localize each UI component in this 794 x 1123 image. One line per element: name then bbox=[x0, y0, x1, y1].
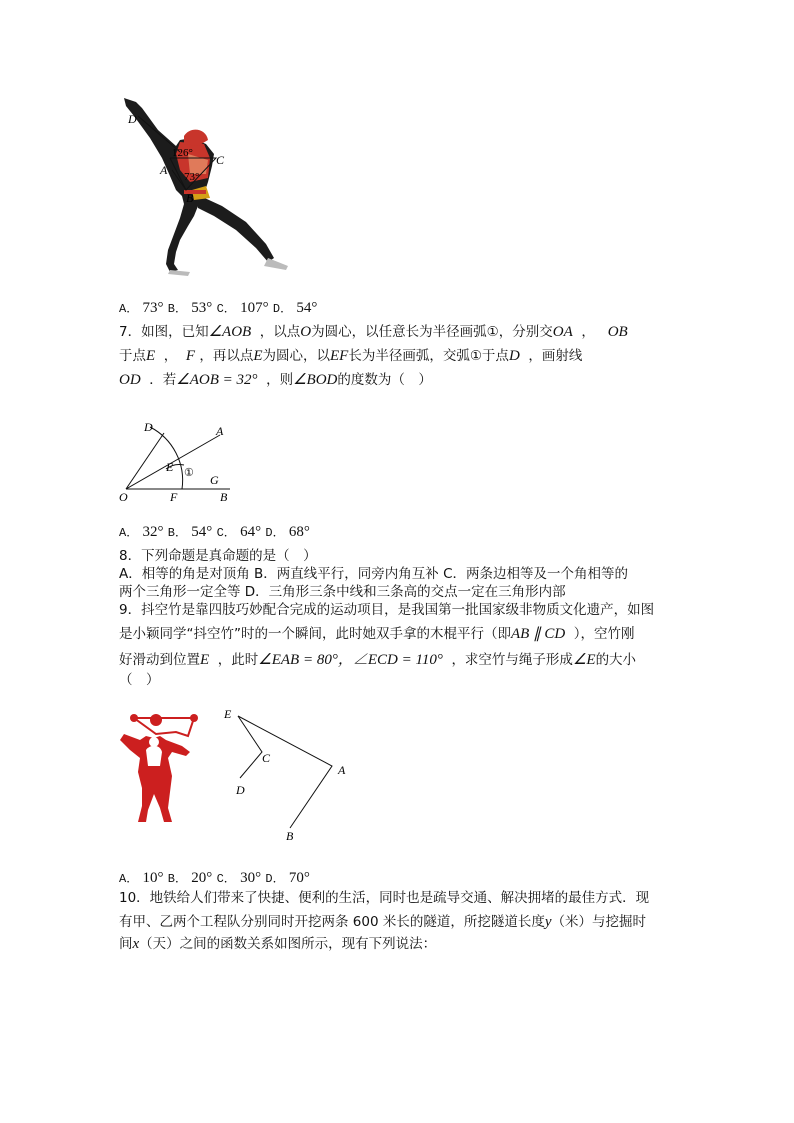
q9-line1: 9．抖空竹是靠四肢巧妙配合完成的运动项目，是我国第一批国家级非物质文化遗产，如图 bbox=[119, 602, 655, 618]
q10-line1: 10．地铁给人们带来了快捷、便利的生活，同时也是疏导交通、解决拥堵的最佳方式．现 bbox=[119, 890, 650, 906]
q8-options-line1: A．相等的角是对顶角 B．两直线平行，同旁内角互补 C．两条边相等及一个角相等的 bbox=[119, 566, 629, 582]
fig7-label-circle-1: ① bbox=[184, 467, 194, 479]
label-D: D bbox=[128, 112, 137, 126]
fig9-label-C: C bbox=[262, 751, 271, 765]
q7-line3: OD ．若∠AOB = 32° ，则∠BOD的度数为（ ） bbox=[119, 372, 432, 388]
angle-construction-figure bbox=[116, 415, 236, 503]
parallel-lines-figure bbox=[220, 702, 360, 842]
fig7-label-B: B bbox=[220, 490, 228, 503]
q8-stem: 8．下列命题是真命题的是（ ） bbox=[119, 548, 317, 564]
q6-options: A． 73° B． 53° C． 107° D． 54° bbox=[119, 300, 318, 316]
fig9-label-A: A bbox=[338, 763, 346, 777]
fig7-label-A: A bbox=[216, 424, 224, 438]
q9-line4: （ ） bbox=[119, 672, 160, 688]
q9-line3: 好滑动到位置E ，此时∠EAB = 80°，∠ECD = 110° ，求空竹与绳子形成∠E的大小 bbox=[119, 652, 637, 668]
fig7-label-F: F bbox=[170, 490, 178, 503]
label-B: B bbox=[186, 191, 194, 205]
q7-options: A． 32° B． 54° C． 64° D． 68° bbox=[119, 524, 310, 540]
fig9-label-B: B bbox=[286, 829, 294, 842]
q10-line3: 间x（天）之间的函数关系如图所示，现有下列说法： bbox=[119, 936, 437, 952]
fig7-label-O: O bbox=[119, 490, 128, 503]
q7-line2: 于点E ， F ，再以点E为圆心，以EF长为半径画弧，交弧①于点D ，画射线 bbox=[119, 348, 583, 364]
q7-line1: 7．如图，已知∠AOB ，以点O为圆心，以任意长为半径画弧①，分别交OA ， OB bbox=[119, 324, 628, 340]
fig7-label-E: E bbox=[166, 460, 174, 474]
fig7-label-D: D bbox=[144, 420, 153, 434]
q8-options-line2: 两个三角形一定全等 D．三角形三条中线和三条高的交点一定在三角形内部 bbox=[119, 584, 566, 600]
angle-73: 73° bbox=[184, 171, 200, 183]
angle-126: 126° bbox=[172, 147, 193, 159]
q9-line2: 是小颖同学“抖空竹”时的一个瞬间，此时她双手拿的木棍平行（即AB ∥ CD ），空竹刚 bbox=[119, 626, 635, 642]
diabolo-performer-figure bbox=[116, 710, 208, 830]
fig9-label-E: E bbox=[224, 707, 232, 721]
fig9-label-D: D bbox=[236, 783, 245, 797]
q9-options: A． 10° B． 20° C． 30° D． 70° bbox=[119, 870, 310, 886]
fig7-label-G: G bbox=[210, 473, 219, 487]
label-C: C bbox=[216, 153, 225, 167]
label-A: A bbox=[160, 163, 168, 177]
q10-line2: 有甲、乙两个工程队分别同时开挖两条 600 米长的隧道，所挖隧道长度y（米）与挖掘时 bbox=[119, 914, 647, 930]
skater-figure bbox=[118, 94, 308, 284]
